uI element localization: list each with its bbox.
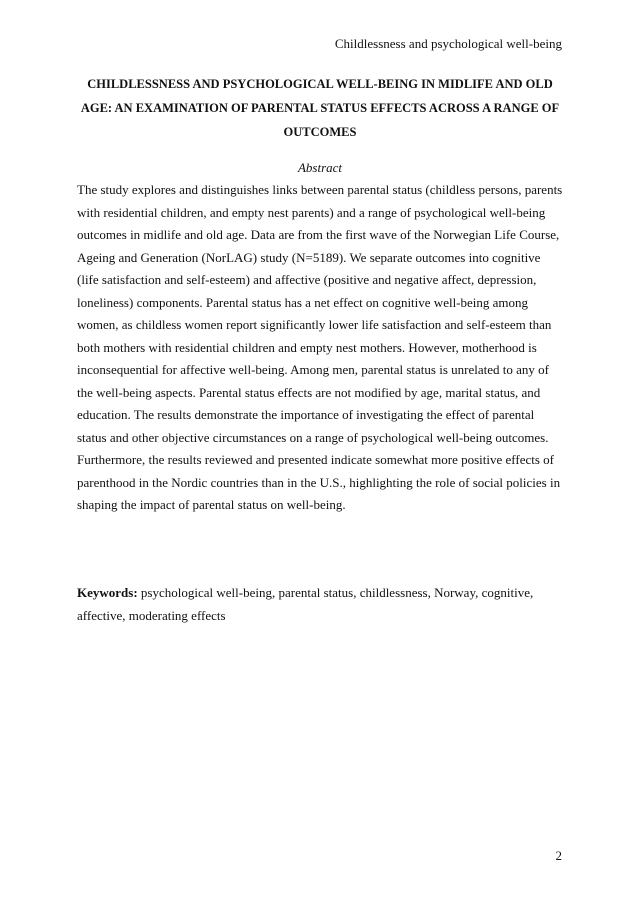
- keywords-label: Keywords:: [77, 585, 138, 600]
- running-head: Childlessness and psychological well-being: [334, 36, 562, 51]
- keywords-text: psychological well-being, parental status, childlessness, Norway, cognitive, affective, moderating effects: [77, 585, 534, 623]
- page-number: 2: [555, 848, 562, 863]
- abstract-body: The study explores and distinguishes links between parental status (childless persons, parents with residential children, and empty nest parents) and a range of psychological well-being outcomes in midlife and old age. Data are from the first wave of the Norwegian Life Course, Ageing and Generation (NorLAG) study (N=5189). We separate outcomes into cognitive (life satisfaction and self-esteem) and affective (positive and negative affect, depression, loneliness) components. Parental status has a net effect on cognitive well-being among women, as childless women report significantly lower life satisfaction and self-esteem than both mothers with residential children and empty nest mothers. However, motherhood is inconsequential for affective well-being. Among men, parental status is unrelated to any of the well-being aspects. Parental status effects are not modified by age, marital status, and education. The results demonstrate the importance of investigating the effect of parental status and other objective circumstances on a range of psychological well-being outcomes. Furthermore, the results reviewed and presented indicate somewhat more positive effects of parenthood in the Nordic countries than in the U.S., highlighting the role of social policies in shaping the impact of parental status on well-being.: [77, 182, 563, 512]
- keywords: [77, 581, 563, 627]
- paper-title: CHILDLESSNESS AND PSYCHOLOGICAL WELL-BEING IN MIDLIFE AND OLD AGE: AN EXAMINATION OF PARENTAL STATUS EFFECTS ACROSS A RANGE OF OUTCOMES: [80, 77, 560, 139]
- abstract-heading: Abstract: [297, 160, 343, 175]
